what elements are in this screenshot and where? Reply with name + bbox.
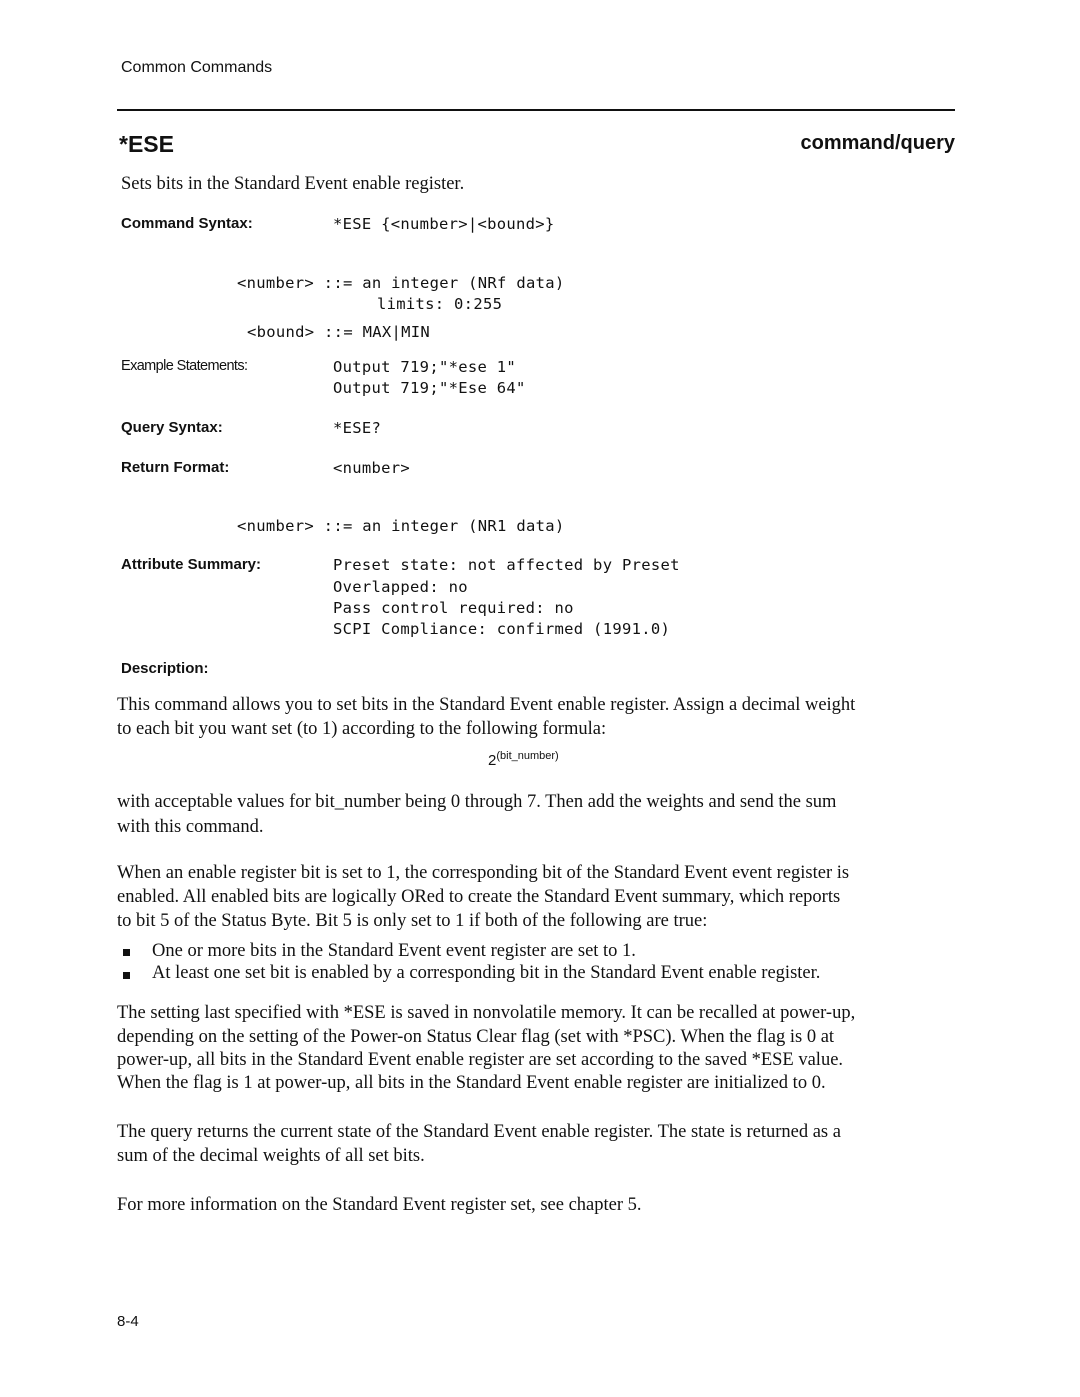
paragraph-line: with acceptable values for bit_number being 0 through 7. Then add the weights and send the sum <box>117 792 837 812</box>
attribute-line: Overlapped: no <box>333 578 468 596</box>
header-rule <box>117 109 955 111</box>
paragraph-line: power-up, all bits in the Standard Event enable register are set according to the saved *ESE value. <box>117 1050 844 1070</box>
formula-exponent: (bit_number) <box>496 750 559 762</box>
paragraph-line: The query returns the current state of the Standard Event enable register. The state is returned as a <box>117 1122 841 1142</box>
paragraph-line: For more information on the Standard Event register set, see chapter 5. <box>117 1195 642 1215</box>
command-type: command/query <box>800 132 955 154</box>
query-syntax-label: Query Syntax: <box>121 419 223 436</box>
paragraph-line: depending on the setting of the Power-on Status Clear flag (set with *PSC). When the flag is 0 at <box>117 1027 835 1047</box>
attribute-summary-label: Attribute Summary: <box>121 556 262 573</box>
command-title: *ESE <box>119 131 174 157</box>
bullet-item: At least one set bit is enabled by a corresponding bit in the Standard Event enable register. <box>152 963 821 983</box>
bullet-item: One or more bits in the Standard Event event register are set to 1. <box>152 941 636 961</box>
formula <box>488 750 559 769</box>
example-line: Output 719;"*ese 1" <box>333 358 517 376</box>
number-definition: <number> ::= an integer (NRf data) <box>237 274 565 292</box>
return-format: <number> <box>333 459 411 477</box>
example-statements-label: Example Statements: <box>121 358 248 374</box>
description-label: Description: <box>121 660 209 677</box>
command-syntax: *ESE {<number>|<bound>} <box>333 215 555 233</box>
summary: Sets bits in the Standard Event enable register. <box>121 174 465 194</box>
bullet-icon <box>123 949 130 956</box>
paragraph-line: The setting last specified with *ESE is saved in nonvolatile memory. It can be recalled at power-up, <box>117 1003 856 1023</box>
attribute-line: Pass control required: no <box>333 599 574 617</box>
example-line: Output 719;"*Ese 64" <box>333 379 526 397</box>
return-format-label: Return Format: <box>121 459 230 476</box>
paragraph-line: When the flag is 1 at power-up, all bits in the Standard Event enable register are initialized to 0. <box>117 1073 826 1093</box>
paragraph-line: to each bit you want set (to 1) according to the following formula: <box>117 719 607 739</box>
query-syntax: *ESE? <box>333 419 382 437</box>
bound-definition: <bound> ::= MAX|MIN <box>247 323 431 341</box>
paragraph-line: with this command. <box>117 817 264 837</box>
command-syntax-label: Command Syntax: <box>121 215 253 232</box>
formula-base: 2 <box>488 752 497 769</box>
attribute-line: Preset state: not affected by Preset <box>333 556 680 574</box>
paragraph-line: to bit 5 of the Status Byte. Bit 5 is only set to 1 if both of the following are true: <box>117 911 708 931</box>
attribute-line: SCPI Compliance: confirmed (1991.0) <box>333 620 671 638</box>
paragraph-line: sum of the decimal weights of all set bits. <box>117 1146 425 1166</box>
paragraph-line: This command allows you to set bits in the Standard Event enable register. Assign a decimal weight <box>117 695 856 715</box>
section-header: Common Commands <box>121 59 273 76</box>
return-number-definition: <number> ::= an integer (NR1 data) <box>237 517 565 535</box>
paragraph-line: When an enable register bit is set to 1, the corresponding bit of the Standard Event event register is <box>117 863 850 883</box>
page-number: 8-4 <box>117 1313 139 1330</box>
bullet-icon <box>123 972 130 979</box>
paragraph-line: enabled. All enabled bits are logically ORed to create the Standard Event summary, which reports <box>117 887 841 907</box>
limits: limits: 0:255 <box>377 295 503 313</box>
